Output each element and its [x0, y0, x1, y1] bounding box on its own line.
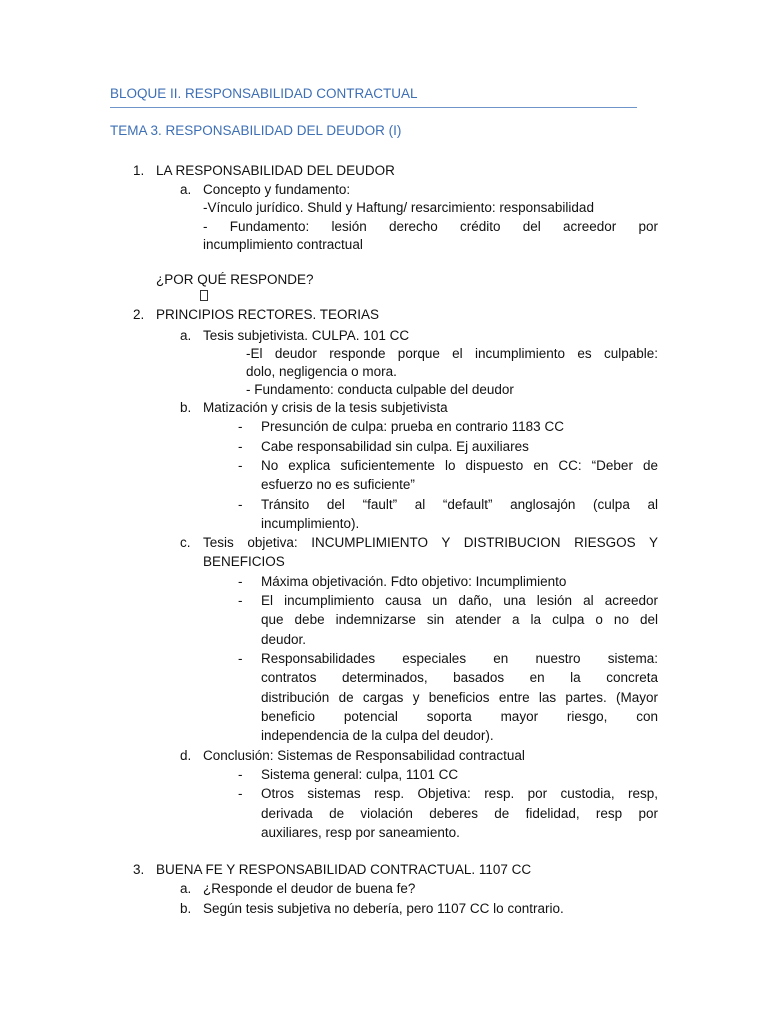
section-2c-title-line-1: Tesis objetiva: INCUMPLIMIENTO Y DISTRIBUCION RIESGOS Y — [203, 535, 658, 550]
section-2c-item-2-line-3: deudor. — [261, 632, 307, 647]
section-2c-item-2-line-2: que debe indemnizarse sin atender a la culpa o no del — [261, 612, 658, 627]
bullet-dash: - — [238, 767, 243, 782]
section-2c-item-3-line-3: distribución de cargas y beneficios entre las partes. (Mayor — [261, 690, 658, 705]
section-3-number: 3. — [133, 862, 145, 877]
bullet-dash: - — [238, 497, 243, 512]
section-2a-line-1: -El deudor responde porque el incumplimiento es culpable: — [246, 346, 658, 361]
bullet-dash: - — [238, 439, 243, 454]
section-1-title: LA RESPONSABILIDAD DEL DEUDOR — [156, 163, 395, 178]
bullet-dash: - — [238, 574, 243, 589]
section-2a-line-2: dolo, negligencia o mora. — [246, 364, 397, 379]
section-2c-marker: c. — [180, 535, 191, 550]
section-2b-item-4-line-2: incumplimiento). — [261, 516, 360, 531]
section-3-title: BUENA FE Y RESPONSABILIDAD CONTRACTUAL. 1107 CC — [156, 862, 532, 877]
section-1a-line-2: - Fundamento: lesión derecho crédito del acreedor por — [203, 219, 658, 234]
section-2b-item-4-line-1: Tránsito del “fault” al “default” anglosajón (culpa al — [261, 497, 658, 512]
bullet-dash: - — [238, 651, 243, 666]
bullet-dash: - — [238, 786, 243, 801]
section-2d-item-2-line-2: derivada de violación deberes de fidelidad, resp por — [261, 806, 658, 821]
block-title: BLOQUE II. RESPONSABILIDAD CONTRACTUAL — [110, 86, 418, 101]
section-2b-item-1: Presunción de culpa: prueba en contrario 1183 CC — [261, 419, 564, 434]
bullet-dash: - — [238, 419, 243, 434]
section-2c-item-3-line-5: independencia de la culpa del deudor). — [261, 728, 494, 743]
section-3a-marker: a. — [180, 881, 192, 896]
section-2d-marker: d. — [180, 748, 192, 763]
section-2a-marker: a. — [180, 328, 192, 343]
question-heading: ¿POR QUÉ RESPONDE? — [156, 272, 314, 287]
section-2-title: PRINCIPIOS RECTORES. TEORIAS — [156, 307, 380, 322]
section-2b-item-3-line-1: No explica suficientemente lo dispuesto en CC: “Deber de — [261, 458, 658, 473]
section-2c-item-1: Máxima objetivación. Fdto objetivo: Incumplimiento — [261, 574, 567, 589]
section-2b-item-3-line-2: esfuerzo no es suficiente” — [261, 477, 415, 492]
section-2b-title: Matización y crisis de la tesis subjetivista — [203, 400, 448, 415]
section-2c-title-line-2: BENEFICIOS — [203, 554, 285, 569]
bullet-dash: - — [238, 458, 243, 473]
section-2-number: 2. — [133, 307, 145, 322]
section-3b-marker: b. — [180, 901, 192, 916]
section-1-number: 1. — [133, 163, 145, 178]
section-2d-item-1: Sistema general: culpa, 1101 CC — [261, 767, 459, 782]
section-2a-line-3: - Fundamento: conducta culpable del deudor — [246, 382, 514, 397]
section-2d-item-2-line-3: auxiliares, resp por saneamiento. — [261, 825, 460, 840]
section-2c-item-2-line-1: El incumplimiento causa un daño, una lesión al acreedor — [261, 593, 658, 608]
section-1a-line-3: incumplimiento contractual — [203, 237, 363, 252]
section-1a-marker: a. — [180, 182, 192, 197]
section-1a-title: Concepto y fundamento: — [203, 182, 351, 197]
section-3a-title: ¿Responde el deudor de buena fe? — [203, 881, 416, 896]
section-3b-title: Según tesis subjetiva no debería, pero 1107 CC lo contrario. — [203, 901, 564, 916]
section-1a-line-1: -Vínculo jurídico. Shuld y Haftung/ resarcimiento: responsabilidad — [203, 200, 594, 215]
section-2d-item-2-line-1: Otros sistemas resp. Objetiva: resp. por custodia, resp, — [261, 786, 658, 801]
section-2a-title: Tesis subjetivista. CULPA. 101 CC — [203, 328, 410, 343]
section-2c-item-3-line-1: Responsabilidades especiales en nuestro sistema: — [261, 651, 658, 666]
section-2c-item-3-line-2: contratos determinados, basados en la concreta — [261, 670, 658, 685]
section-2c-item-3-line-4: beneficio potencial soporta mayor riesgo, con — [261, 709, 658, 724]
section-2b-marker: b. — [180, 400, 192, 415]
heading-underline — [110, 107, 637, 108]
bullet-dash: - — [238, 593, 243, 608]
section-2b-item-2: Cabe responsabilidad sin culpa. Ej auxiliares — [261, 439, 529, 454]
topic-title: TEMA 3. RESPONSABILIDAD DEL DEUDOR (I) — [110, 123, 402, 138]
section-2d-title: Conclusión: Sistemas de Responsabilidad contractual — [203, 748, 525, 763]
missing-glyph-icon — [200, 290, 208, 301]
